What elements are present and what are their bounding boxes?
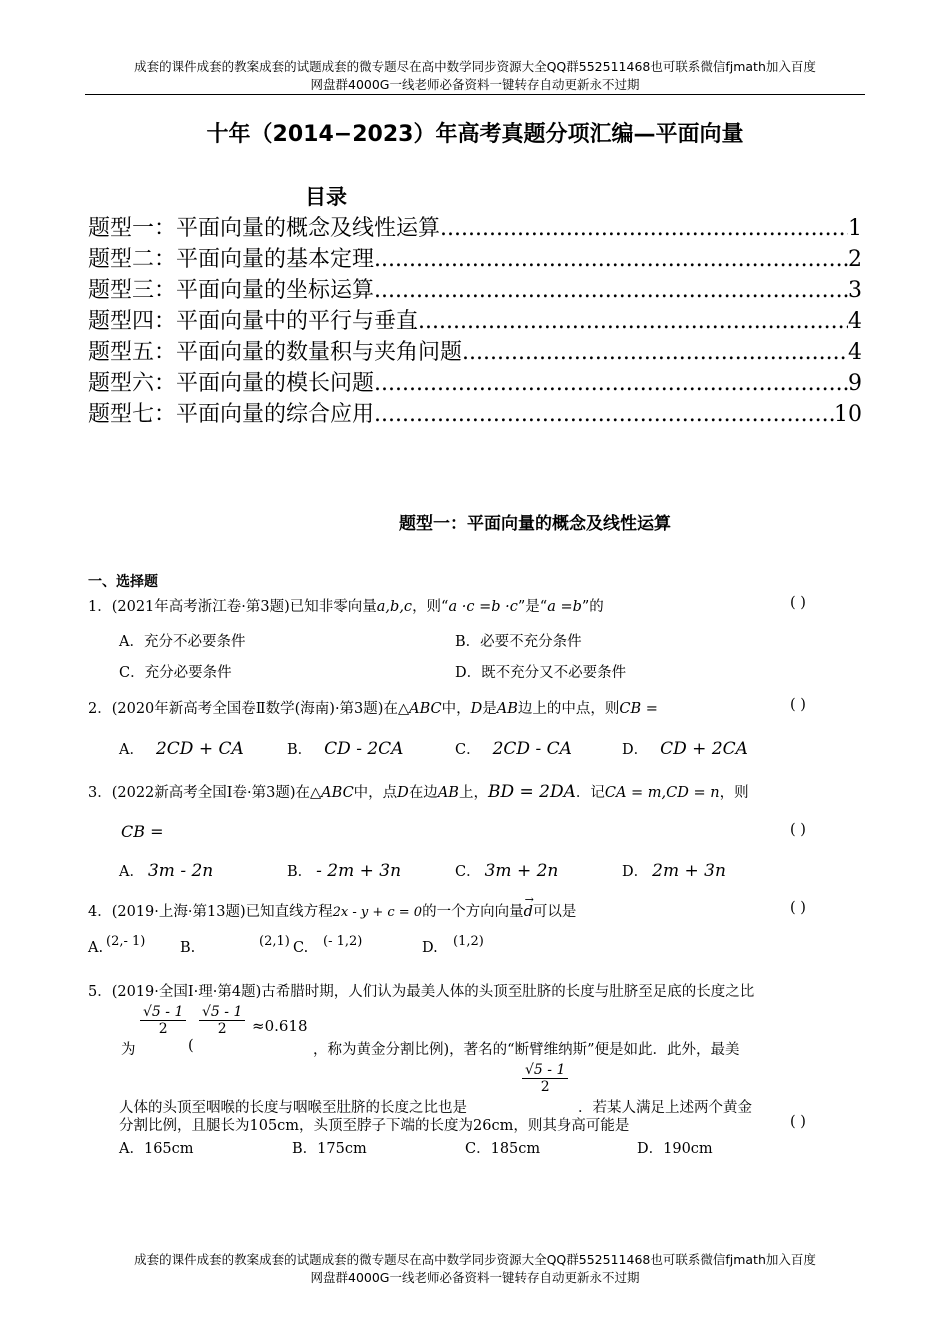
option-expr: 3m + 2n: [484, 861, 559, 881]
q2-text: 是: [482, 701, 497, 717]
option-label: D．: [622, 864, 649, 880]
q4-vector: [523, 893, 534, 920]
q1-option-d[interactable]: D．既不充分又不必要条件: [455, 665, 627, 681]
q4-option-b[interactable]: (2,1): [259, 934, 290, 949]
section-heading: 题型一：平面向量的概念及线性运算: [399, 514, 671, 534]
answer-blank: ( ): [790, 822, 806, 838]
header-line-2: 网盘群4000G一线老师必备资料一键转存自动更新永不过期: [310, 77, 640, 92]
header-divider: [85, 94, 865, 95]
question-1-stem: [88, 595, 604, 616]
q3-option-d[interactable]: [622, 860, 726, 881]
question-2-stem: [88, 697, 658, 718]
q5-option-a[interactable]: A．165cm: [119, 1141, 194, 1157]
q1-condition-2: a =b: [547, 599, 582, 615]
q3-text: ，则: [719, 785, 749, 801]
q5-text: 为: [121, 1042, 136, 1058]
toc-item-page: 1: [848, 216, 862, 241]
q2-text: 2．(2020年新高考全国卷Ⅱ数学(海南)·第3题)在: [88, 701, 398, 717]
q1-option-a[interactable]: A．充分不必要条件: [119, 634, 246, 650]
q1-text: ，则“: [412, 599, 449, 615]
toc-item-page: 10: [834, 402, 862, 427]
q5-option-b[interactable]: B．175cm: [292, 1141, 367, 1157]
q5-text: 人体的头顶至咽喉的长度与咽喉至肚脐的长度之比也是: [119, 1100, 467, 1116]
toc-item-page: 9: [848, 371, 862, 396]
fraction-numerator: √5 - 1: [199, 1004, 245, 1021]
toc-item[interactable]: [88, 245, 862, 275]
toc-item-label: 题型七：平面向量的综合应用: [88, 402, 375, 427]
q5-text: (: [188, 1038, 194, 1054]
q2-option-b[interactable]: [287, 738, 403, 759]
toc-item-label: 题型五：平面向量的数量积与夹角问题: [88, 340, 463, 365]
option-expr: CD + 2CA: [660, 739, 748, 759]
q1-option-c[interactable]: C．充分必要条件: [119, 665, 232, 681]
q5-text: ，称为黄金分割比例)，著名的“断臂维纳斯”便是如此．此外，最美: [313, 1042, 740, 1058]
q2-text: 边上的中点，则: [517, 701, 620, 717]
option-label: D．: [622, 742, 649, 758]
option-label: A．: [119, 864, 144, 880]
toc-item[interactable]: [88, 276, 862, 306]
toc-leader: [374, 400, 834, 430]
q2-triangle: △ABC: [397, 701, 442, 717]
option-expr: 2CD + CA: [155, 739, 244, 759]
answer-blank: ( ): [790, 595, 806, 611]
q1-vars: a,b,c: [376, 599, 413, 615]
q3-text: 上，: [458, 785, 488, 801]
option-expr: 2CD - CA: [492, 739, 572, 759]
q3-segment: AB: [437, 785, 459, 801]
q4-vector-symbol: d: [523, 904, 533, 920]
toc-item-label: 题型二：平面向量的基本定理: [88, 247, 375, 272]
q2-segment: AB: [496, 701, 518, 717]
vector-arrow-icon: →: [524, 893, 534, 906]
footer-line-1: 成套的课件成套的教案成套的试题成套的微专题尽在高中数学同步资源大全QQ群552511468也可联系微信fjmath加入百度: [134, 1252, 816, 1267]
document-title: 十年（2014−2023）年高考真题分项汇编—平面向量: [206, 122, 744, 147]
q3-text: 在边: [408, 785, 438, 801]
fraction-numerator: √5 - 1: [140, 1004, 186, 1021]
golden-ratio-fraction: [199, 1004, 245, 1037]
toc-item-page: 3: [848, 278, 862, 303]
q2-point: D: [470, 701, 483, 717]
q3-text: ．记: [575, 785, 605, 801]
fraction-denominator: 2: [540, 1079, 550, 1095]
option-expr: - 2m + 3n: [316, 861, 402, 881]
q3-text: 3．(2022新高考全国I卷·第3题)在: [88, 785, 311, 801]
q3-option-c[interactable]: [455, 860, 558, 881]
option-label: B．: [287, 742, 313, 758]
option-expr: 3m - 2n: [147, 861, 214, 881]
q3-option-a[interactable]: [119, 860, 213, 881]
toc-leader: [374, 369, 848, 399]
toc-item-label: 题型一：平面向量的概念及线性运算: [88, 216, 441, 241]
q4-text: 的一个方向向量: [422, 904, 524, 920]
q3-text: 中，点: [353, 785, 398, 801]
q5-option-d[interactable]: D．190cm: [637, 1141, 713, 1157]
q2-option-a[interactable]: [119, 738, 244, 759]
q1-text: 1．(2021年高考浙江卷·第3题)已知非零向量: [88, 599, 377, 615]
q5-approx: ≈0.618: [252, 1017, 308, 1035]
header-line-1: 成套的课件成套的教案成套的试题成套的微专题尽在高中数学同步资源大全QQ群552511468也可联系微信fjmath加入百度: [134, 59, 816, 74]
golden-ratio-fraction: [140, 1004, 186, 1037]
q4-option-d[interactable]: (1,2): [453, 934, 484, 949]
q1-text: ”的: [581, 599, 604, 615]
q2-option-d[interactable]: [622, 738, 748, 759]
toc-item[interactable]: [88, 307, 862, 337]
toc-item-label: 题型四：平面向量中的平行与垂直: [88, 309, 419, 334]
q5-option-c[interactable]: C．185cm: [465, 1141, 541, 1157]
q1-condition-1: a ·c =b ·c: [448, 599, 518, 615]
q2-text: =: [641, 701, 658, 717]
toc-heading: 目录: [305, 185, 347, 209]
option-label: C．: [455, 742, 481, 758]
q5-text: ．若某人满足上述两个黄金: [578, 1100, 752, 1116]
fraction-denominator: 2: [158, 1021, 168, 1037]
toc-item[interactable]: [88, 400, 862, 430]
question-5-line-1: 5．(2019·全国Ⅰ·理·第4题)古希腊时期，人们认为最美人体的头顶至肚脐的长度与肚脐至足底的长度之比: [88, 984, 755, 1000]
toc-leader: [374, 245, 848, 275]
fraction-denominator: 2: [217, 1021, 227, 1037]
q1-option-b[interactable]: B．必要不充分条件: [455, 634, 582, 650]
toc-leader: [462, 338, 848, 368]
footer-line-2: 网盘群4000G一线老师必备资料一键转存自动更新永不过期: [310, 1270, 640, 1285]
q2-option-c[interactable]: [455, 738, 572, 759]
q3-target-vector: CB =: [121, 822, 164, 841]
answer-blank: ( ): [790, 900, 806, 916]
q4-option-a[interactable]: (2,- 1): [106, 934, 146, 949]
q5-text: 分割比例，且腿长为105cm，头顶至脖子下端的长度为26cm，则其身高可能是: [119, 1118, 630, 1134]
option-expr: CD - 2CA: [324, 739, 404, 759]
toc-item[interactable]: [88, 214, 862, 244]
subsection-heading: 一、选择题: [88, 574, 158, 590]
q4-option-c[interactable]: (- 1,2): [323, 934, 363, 949]
q4-label-a[interactable]: A.: [88, 940, 104, 956]
option-label: A．: [119, 742, 144, 758]
q3-definitions: CA = m,CD = n: [604, 785, 720, 801]
golden-ratio-fraction: [522, 1062, 568, 1095]
toc-leader: [374, 276, 848, 306]
toc-item-page: 2: [848, 247, 862, 272]
toc-item-page: 4: [848, 340, 862, 365]
toc-item[interactable]: [88, 338, 862, 368]
option-label: C．: [455, 864, 481, 880]
q3-point: D: [397, 785, 409, 801]
q4-label-d[interactable]: D.: [422, 940, 438, 956]
option-expr: 2m + 3n: [652, 861, 726, 881]
answer-blank: ( ): [790, 1114, 806, 1130]
q4-text: 4．(2019·上海·第13题)已知直线方程: [88, 904, 333, 920]
q4-text: 可以是: [532, 904, 577, 920]
toc-item-page: 4: [848, 309, 862, 334]
q3-option-b[interactable]: [287, 860, 401, 881]
q3-triangle: △ABC: [310, 785, 354, 801]
q4-label-c[interactable]: C.: [293, 940, 309, 956]
toc-leader: [418, 307, 848, 337]
toc-item[interactable]: [88, 369, 862, 399]
q3-relation: BD = 2DA: [487, 782, 576, 802]
q4-label-b[interactable]: B.: [180, 940, 196, 956]
toc-leader: [440, 214, 848, 244]
q1-text: ”是“: [517, 599, 548, 615]
toc-item-label: 题型三：平面向量的坐标运算: [88, 278, 375, 303]
q4-equation: 2x - y + c = 0: [332, 905, 423, 920]
fraction-numerator: √5 - 1: [522, 1062, 568, 1079]
question-3-stem: [88, 781, 749, 802]
option-label: B．: [287, 864, 313, 880]
toc-item-label: 题型六：平面向量的模长问题: [88, 371, 375, 396]
q2-vector: CB: [619, 701, 642, 717]
answer-blank: ( ): [790, 697, 806, 713]
q2-text: 中，: [441, 701, 471, 717]
question-4-stem: [88, 893, 577, 921]
